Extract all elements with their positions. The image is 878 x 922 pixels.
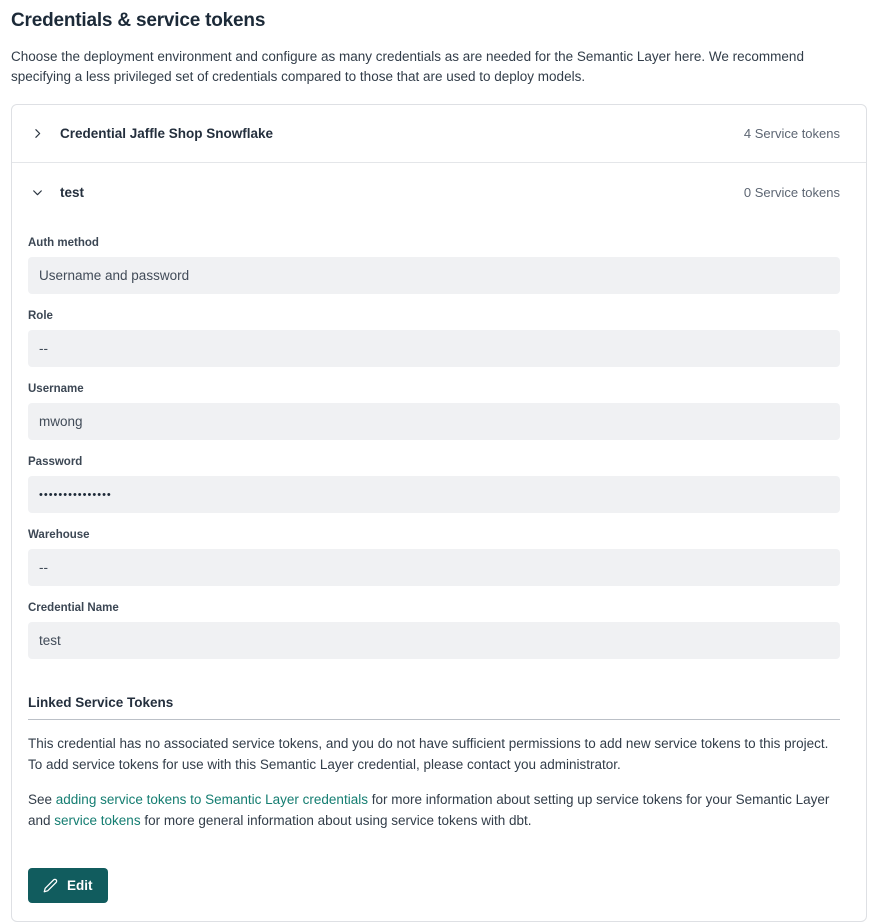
docs-message-suffix: for more general information about using service tokens with dbt. bbox=[140, 813, 532, 828]
username-label: Username bbox=[28, 383, 84, 395]
accordion-title: Credential Jaffle Shop Snowflake bbox=[60, 126, 274, 141]
docs-message-prefix: See bbox=[28, 792, 56, 807]
page-title: Credentials & service tokens bbox=[11, 10, 266, 31]
accordion-header-test[interactable] bbox=[12, 163, 866, 221]
chevron-down-icon bbox=[31, 186, 44, 199]
docs-message bbox=[28, 789, 840, 831]
page-description: Choose the deployment environment and configure as many credentials as are needed for the Semantic Layer here. We recommend specifying a less privileged set of credentials compared to those that are used to deploy models. bbox=[11, 49, 804, 84]
pencil-icon bbox=[43, 878, 58, 893]
credential-name-label: Credential Name bbox=[28, 602, 119, 614]
username-value: mwong bbox=[28, 403, 840, 440]
credential-name-value: test bbox=[28, 622, 840, 659]
section-divider bbox=[28, 719, 840, 720]
no-tokens-message: This credential has no associated service tokens, and you do not have sufficient permissions to add new service tokens to this project. To add service tokens for use with this Semantic Layer credential, please contact you administrator. bbox=[28, 736, 829, 772]
service-token-count: 4 Service tokens bbox=[743, 126, 840, 141]
service-token-count: 0 Service tokens bbox=[743, 184, 840, 200]
warehouse-label: Warehouse bbox=[28, 529, 90, 541]
auth-method-value: Username and password bbox=[28, 257, 840, 294]
semantic-layer-credentials-link[interactable]: adding service tokens to Semantic Layer credentials bbox=[55, 792, 368, 807]
accordion-header-jaffle-shop[interactable] bbox=[12, 105, 866, 163]
chevron-right-icon bbox=[31, 127, 44, 140]
password-value: ••••••••••••••• bbox=[28, 476, 840, 513]
edit-button[interactable] bbox=[28, 868, 108, 903]
role-label: Role bbox=[28, 310, 53, 322]
docs-message-middle: for more information about setting up service tokens for your Semantic Layer and bbox=[28, 792, 830, 828]
accordion-title: test bbox=[60, 184, 85, 200]
service-tokens-link[interactable]: service tokens bbox=[54, 813, 141, 828]
auth-method-label: Auth method bbox=[28, 237, 99, 249]
linked-service-tokens-heading: Linked Service Tokens bbox=[28, 695, 174, 710]
edit-button-label: Edit bbox=[67, 878, 93, 893]
warehouse-value: -- bbox=[28, 549, 840, 586]
credential-detail-panel bbox=[12, 237, 866, 921]
role-value: -- bbox=[28, 330, 840, 367]
credentials-card bbox=[11, 104, 867, 922]
password-label: Password bbox=[28, 456, 83, 468]
